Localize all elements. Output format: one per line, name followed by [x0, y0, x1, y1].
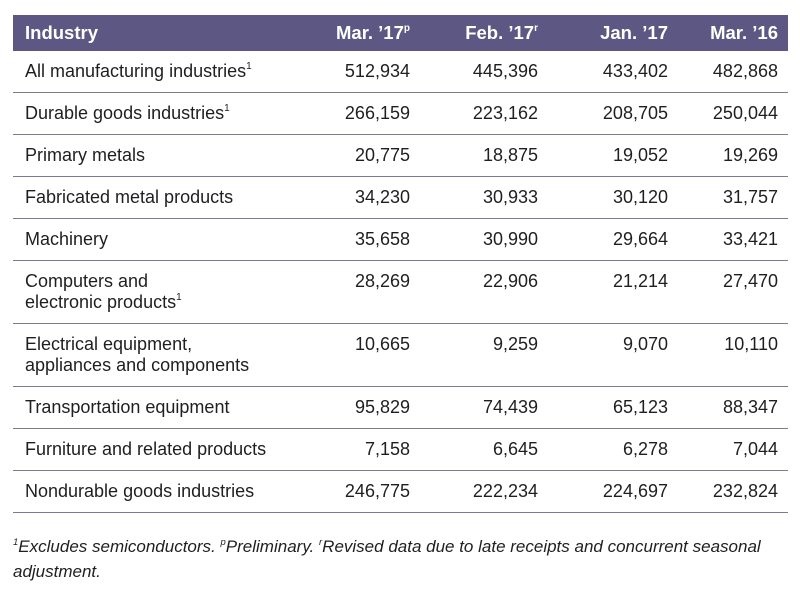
industry-cell [13, 481, 310, 502]
value-cell: 19,052 [612, 145, 668, 165]
value-cell: 30,990 [482, 229, 538, 249]
column-header-mar-16: Mar. ’16 [710, 22, 778, 43]
table-row [13, 261, 788, 324]
value-cell: 224,697 [602, 481, 668, 501]
value-cell: 266,159 [344, 103, 410, 123]
value-cell: 433,402 [602, 61, 668, 81]
column-header-feb-17: Feb. ’17$^r$ [465, 22, 538, 43]
value-cell: 223,162 [472, 103, 538, 123]
column-header-mar-17: Mar. ’17$^p$ [336, 22, 410, 43]
value-cell: 30,120 [612, 187, 668, 207]
data-table [13, 15, 788, 513]
table-row [13, 51, 788, 93]
industry-label: appliances and components [25, 355, 250, 375]
value-cell: 35,658 [354, 229, 410, 249]
table-row [13, 387, 788, 429]
value-cell: 6,278 [622, 439, 668, 459]
table-header [13, 15, 788, 51]
table-row [13, 471, 788, 513]
value-cell: 10,665 [354, 334, 410, 354]
value-cell: 33,421 [722, 229, 778, 249]
industry-cell [13, 439, 310, 460]
industry-cell [13, 397, 310, 418]
industry-label: Primary metals [25, 145, 146, 165]
value-cell: 208,705 [602, 103, 668, 123]
value-cell: 22,906 [482, 271, 538, 291]
industry-label: Machinery [25, 229, 109, 249]
table-row [13, 93, 788, 135]
value-cell: 34,230 [354, 187, 410, 207]
value-cell: 445,396 [472, 61, 538, 81]
value-cell: 95,829 [354, 397, 410, 417]
value-cell: 20,775 [354, 145, 410, 165]
value-cell: 10,110 [724, 334, 778, 354]
value-cell: 9,070 [622, 334, 668, 354]
value-cell: 31,757 [722, 187, 778, 207]
value-cell: 482,868 [712, 61, 778, 81]
value-cell: 250,044 [712, 103, 778, 123]
table-row [13, 429, 788, 471]
value-cell: 65,123 [612, 397, 668, 417]
value-cell: 30,933 [482, 187, 538, 207]
value-cell: 29,664 [612, 229, 668, 249]
industry-label: Durable goods industries [25, 103, 225, 123]
value-cell: 74,439 [482, 397, 538, 417]
value-cell: 6,645 [492, 439, 538, 459]
industry-label: electronic products [25, 292, 177, 312]
table-row [13, 177, 788, 219]
footnote-marker: 1 [224, 103, 230, 114]
value-cell: 222,234 [472, 481, 538, 501]
value-cell: 19,269 [722, 145, 778, 165]
industry-cell [13, 103, 310, 124]
value-cell: 7,158 [364, 439, 410, 459]
industry-cell [13, 145, 310, 166]
footnote-marker: 1 [246, 61, 252, 72]
industry-label: Furniture and related products [25, 439, 267, 459]
value-cell: 21,214 [612, 271, 668, 291]
column-header-jan-17: Jan. ’17 [600, 22, 668, 43]
value-cell: 28,269 [354, 271, 410, 291]
industry-cell [13, 334, 310, 376]
footnote-marker: 1 [176, 292, 182, 303]
industry-cell [13, 229, 310, 250]
industry-label: Transportation equipment [25, 397, 230, 417]
value-cell: 18,875 [482, 145, 538, 165]
value-cell: 246,775 [344, 481, 410, 501]
value-cell: 512,934 [344, 61, 410, 81]
value-cell: 9,259 [492, 334, 538, 354]
industry-label: Fabricated metal products [25, 187, 234, 207]
table-row [13, 135, 788, 177]
footnote: $^1$Excludes semiconductors. $^p$Preliminary. $^r$Revised data due to late receipts and concurrent seasonal adjustment. [13, 537, 761, 581]
table-row [13, 324, 788, 387]
industry-cell [13, 271, 310, 313]
value-cell: 7,044 [732, 439, 778, 459]
industry-label: Computers and [25, 271, 149, 291]
industry-cell [13, 61, 310, 82]
table-row [13, 219, 788, 261]
value-cell: 232,824 [712, 481, 778, 501]
value-cell: 27,470 [722, 271, 778, 291]
industry-label: All manufacturing industries [25, 61, 247, 81]
industry-cell [13, 187, 310, 208]
column-header-industry: Industry [25, 22, 98, 43]
industry-label: Nondurable goods industries [25, 481, 255, 501]
table-body [13, 51, 788, 513]
industry-label: Electrical equipment, [25, 334, 193, 354]
value-cell: 88,347 [722, 397, 778, 417]
